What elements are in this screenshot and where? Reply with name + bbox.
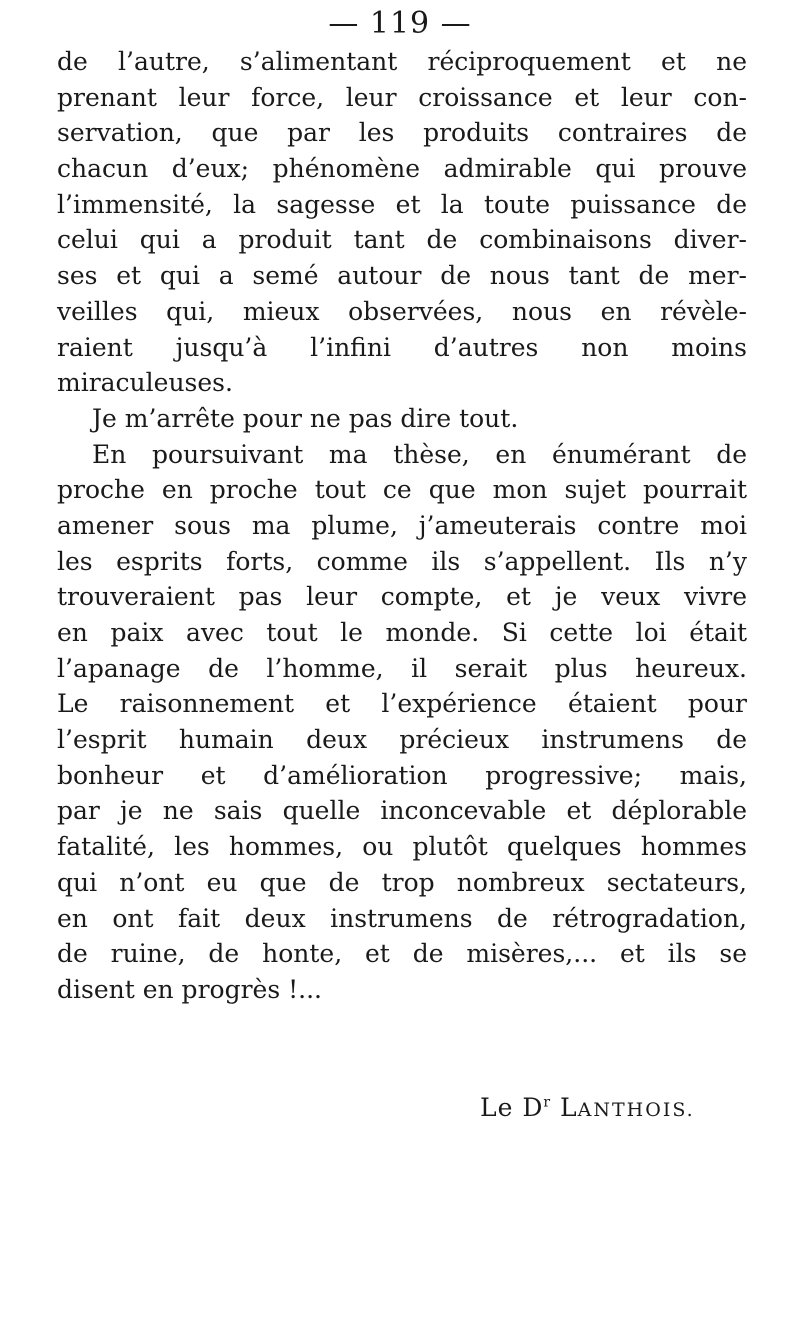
- text-line: l’immensité, la sagesse et la toute puissance de: [57, 189, 747, 219]
- text-line: proche en proche tout ce que mon sujet pourrait: [57, 475, 747, 505]
- body-text: [57, 44, 747, 1008]
- text-line: ses et qui a semé autour de nous tant de mer-: [57, 261, 747, 291]
- text-line: celui qui a produit tant de combinaisons diver-: [57, 225, 747, 255]
- page-number: — 119 —: [328, 6, 472, 41]
- text-line: en paix avec tout le monde. Si cette loi était: [57, 618, 747, 647]
- text-line: par je ne sais quelle inconcevable et déplorable: [57, 796, 747, 826]
- signature-prefix: Le D: [480, 1093, 544, 1122]
- text-line: disent en progrès !...: [57, 974, 322, 1004]
- text-line: de l’autre, s’alimentant réciproquement et ne: [57, 47, 747, 76]
- signature-prefix-sup: r: [543, 1094, 552, 1111]
- text-line: fatalité, les hommes, ou plutôt quelques hommes: [57, 832, 747, 862]
- text-line: chacun d’eux; phénomène admirable qui prouve: [57, 154, 747, 184]
- signature-name-rest: ANTHOIS.: [577, 1099, 695, 1121]
- text-line: prenant leur force, leur croissance et leur con-: [57, 82, 747, 112]
- text-line: de ruine, de honte, et de misères,... et ils se: [57, 939, 747, 969]
- text-line: l’apanage de l’homme, il serait plus heureux.: [57, 653, 747, 683]
- text-line: les esprits forts, comme ils s’appellent. Ils n’y: [57, 546, 747, 576]
- text-line: amener sous ma plume, j’ameuterais contre moi: [57, 510, 747, 540]
- text-line: bonheur et d’amélioration progressive; mais,: [57, 760, 747, 790]
- text-line: Le raisonnement et l’expérience étaient pour: [57, 689, 747, 719]
- text-line: l’esprit humain deux précieux instrumens de: [57, 725, 747, 755]
- signature-name-initial: L: [560, 1093, 578, 1122]
- text-line: veilles qui, mieux observées, nous en révèle-: [57, 296, 747, 326]
- author-signature: [480, 1090, 695, 1128]
- text-line: qui n’ont eu que de trop nombreux sectateurs,: [57, 867, 747, 897]
- text-line: En poursuivant ma thèse, en énumérant de: [92, 439, 747, 469]
- text-line: Je m’arrête pour ne pas dire tout.: [92, 403, 519, 433]
- text-line: raient jusqu’à l’infini d’autres non moins: [57, 332, 747, 362]
- text-line: servation, que par les produits contraires de: [57, 118, 747, 148]
- text-line: trouveraient pas leur compte, et je veux vivre: [57, 582, 747, 612]
- text-line: miraculeuses.: [57, 368, 233, 398]
- text-line: en ont fait deux instrumens de rétrogradation,: [57, 903, 747, 933]
